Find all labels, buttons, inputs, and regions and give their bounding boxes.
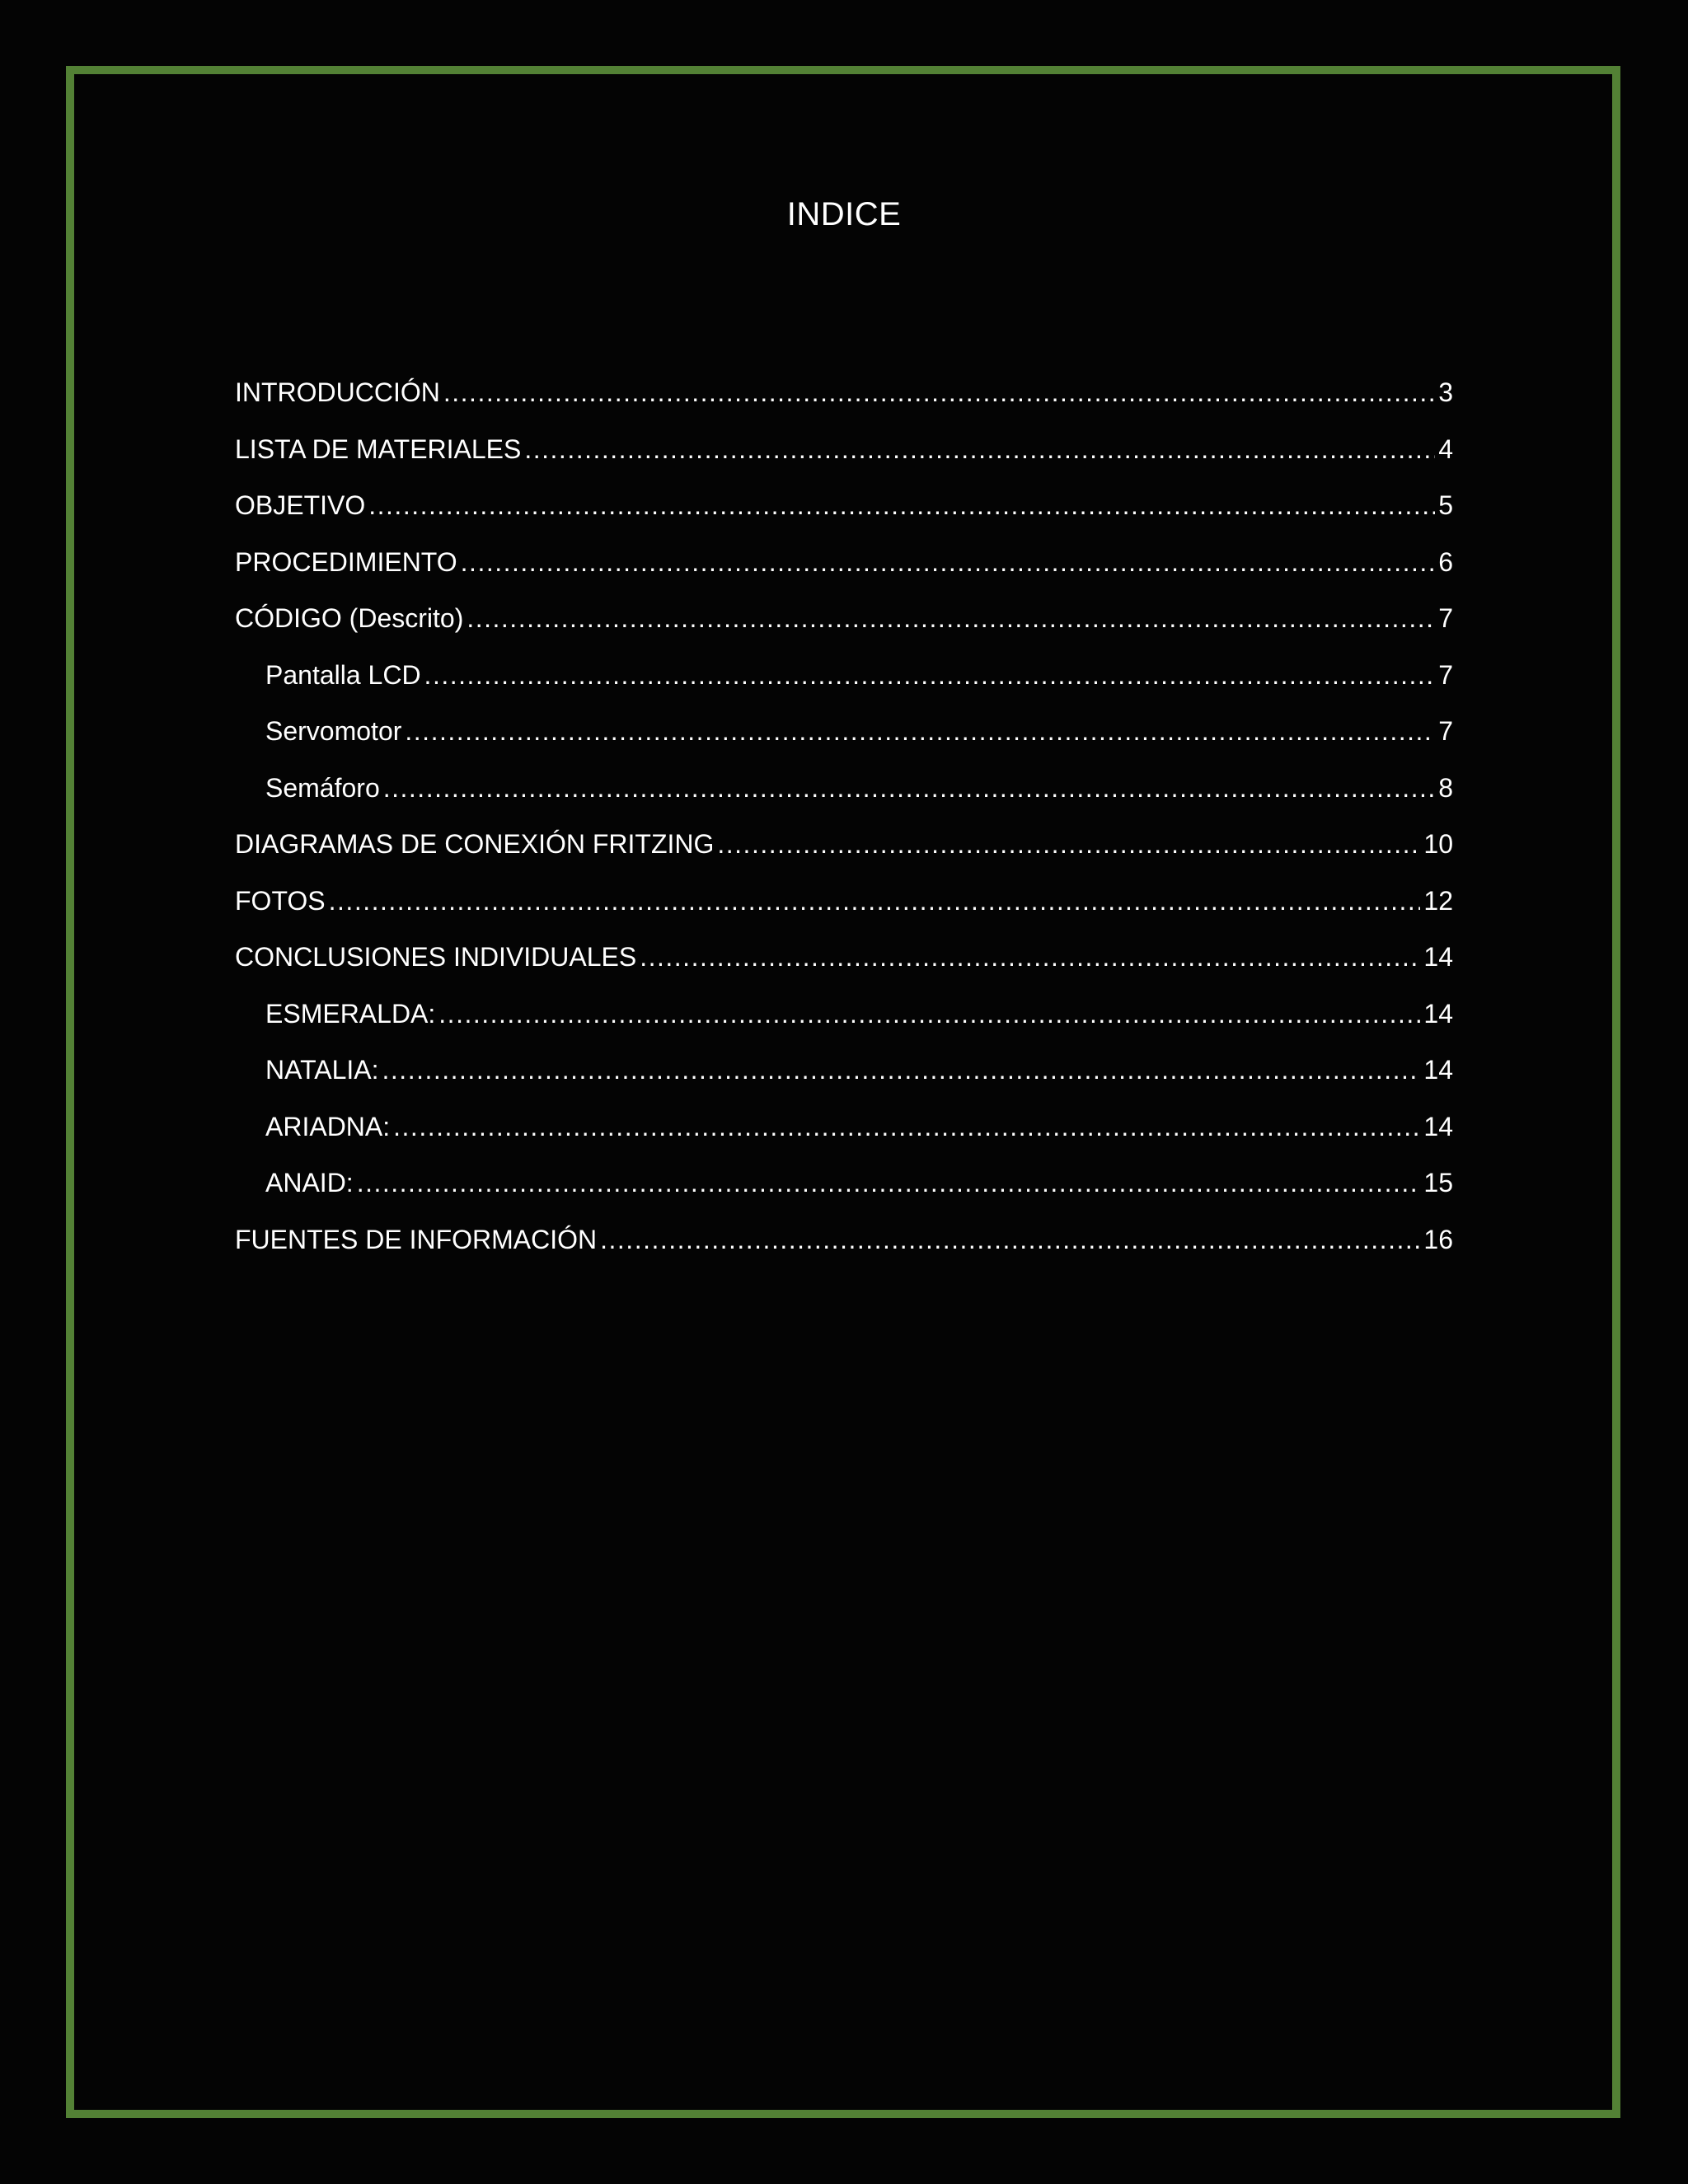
toc-subentry[interactable] xyxy=(235,986,1453,1043)
toc-entry-label: FUENTES DE INFORMACIÓN xyxy=(235,1224,598,1254)
toc-entry-label: Pantalla LCD xyxy=(265,659,421,690)
toc-entry-label: ANAID: xyxy=(265,1168,354,1197)
toc-dot-leader xyxy=(640,929,1420,986)
toc-entry-label: CONCLUSIONES INDIVIDUALES xyxy=(235,942,637,972)
toc-subentry[interactable] xyxy=(235,1042,1453,1099)
toc-page-number: 7 xyxy=(1438,659,1453,690)
toc-entry-label: OBJETIVO xyxy=(235,490,366,520)
toc-subentry[interactable] xyxy=(235,760,1453,817)
toc-dot-leader xyxy=(524,421,1435,478)
toc-entry-label: Semáforo xyxy=(265,772,380,803)
toc-page-number: 5 xyxy=(1438,490,1453,520)
toc-page-number: 7 xyxy=(1438,716,1453,746)
toc-entry-label: INTRODUCCIÓN xyxy=(235,377,440,407)
toc-page-number: 6 xyxy=(1438,546,1453,577)
toc-entry[interactable] xyxy=(235,534,1453,591)
toc-entry-label: DIAGRAMAS DE CONEXIÓN FRITZING xyxy=(235,829,715,859)
toc-entry-label: CÓDIGO (Descrito) xyxy=(235,603,464,633)
toc-entry[interactable] xyxy=(235,590,1453,647)
toc-dot-leader xyxy=(383,760,1435,817)
toc-dot-leader xyxy=(600,1212,1420,1268)
toc-dot-leader xyxy=(717,816,1420,873)
toc-entry-label: PROCEDIMIENTO xyxy=(235,546,457,577)
toc-page-number: 15 xyxy=(1423,1168,1453,1197)
toc-dot-leader xyxy=(443,364,1435,421)
toc-page-number: 7 xyxy=(1438,603,1453,633)
toc-dot-leader xyxy=(357,1155,1421,1212)
toc-dot-leader xyxy=(438,986,1420,1043)
toc-subentry[interactable] xyxy=(235,647,1453,704)
toc-entry-label: FOTOS xyxy=(235,885,326,916)
toc-page-number: 8 xyxy=(1438,772,1453,803)
toc-page-number: 3 xyxy=(1438,377,1453,407)
toc-entry[interactable] xyxy=(235,421,1453,478)
toc-page-number: 16 xyxy=(1423,1224,1453,1254)
table-of-contents xyxy=(235,364,1453,1268)
toc-dot-leader xyxy=(424,647,1436,704)
toc-entry[interactable] xyxy=(235,873,1453,930)
toc-dot-leader xyxy=(467,590,1435,647)
toc-dot-leader xyxy=(329,873,1421,930)
page-title: INDICE xyxy=(786,196,902,232)
toc-page-number: 14 xyxy=(1423,942,1453,972)
toc-entry-label: Servomotor xyxy=(265,716,402,746)
toc-entry[interactable] xyxy=(235,364,1453,421)
toc-entry[interactable] xyxy=(235,477,1453,534)
toc-entry[interactable] xyxy=(235,816,1453,873)
toc-dot-leader xyxy=(405,703,1435,760)
toc-dot-leader xyxy=(393,1099,1420,1155)
toc-dot-leader xyxy=(461,534,1436,591)
toc-subentry[interactable] xyxy=(235,1155,1453,1212)
toc-dot-leader xyxy=(368,477,1435,534)
toc-dot-leader xyxy=(382,1042,1421,1099)
toc-entry-label: ARIADNA: xyxy=(265,1111,391,1141)
toc-entry-label: LISTA DE MATERIALES xyxy=(235,434,522,464)
toc-page-number: 14 xyxy=(1423,1111,1453,1141)
toc-page-number: 12 xyxy=(1423,885,1453,916)
toc-page-number: 14 xyxy=(1423,998,1453,1029)
toc-entry[interactable] xyxy=(235,929,1453,986)
toc-page-number: 10 xyxy=(1423,829,1453,859)
toc-entry[interactable] xyxy=(235,1212,1453,1268)
toc-page-number: 4 xyxy=(1438,434,1453,464)
toc-entry-label: NATALIA: xyxy=(265,1055,379,1085)
toc-entry-label: ESMERALDA: xyxy=(265,998,436,1029)
toc-subentry[interactable] xyxy=(235,703,1453,760)
toc-page-number: 14 xyxy=(1423,1055,1453,1085)
toc-subentry[interactable] xyxy=(235,1099,1453,1155)
